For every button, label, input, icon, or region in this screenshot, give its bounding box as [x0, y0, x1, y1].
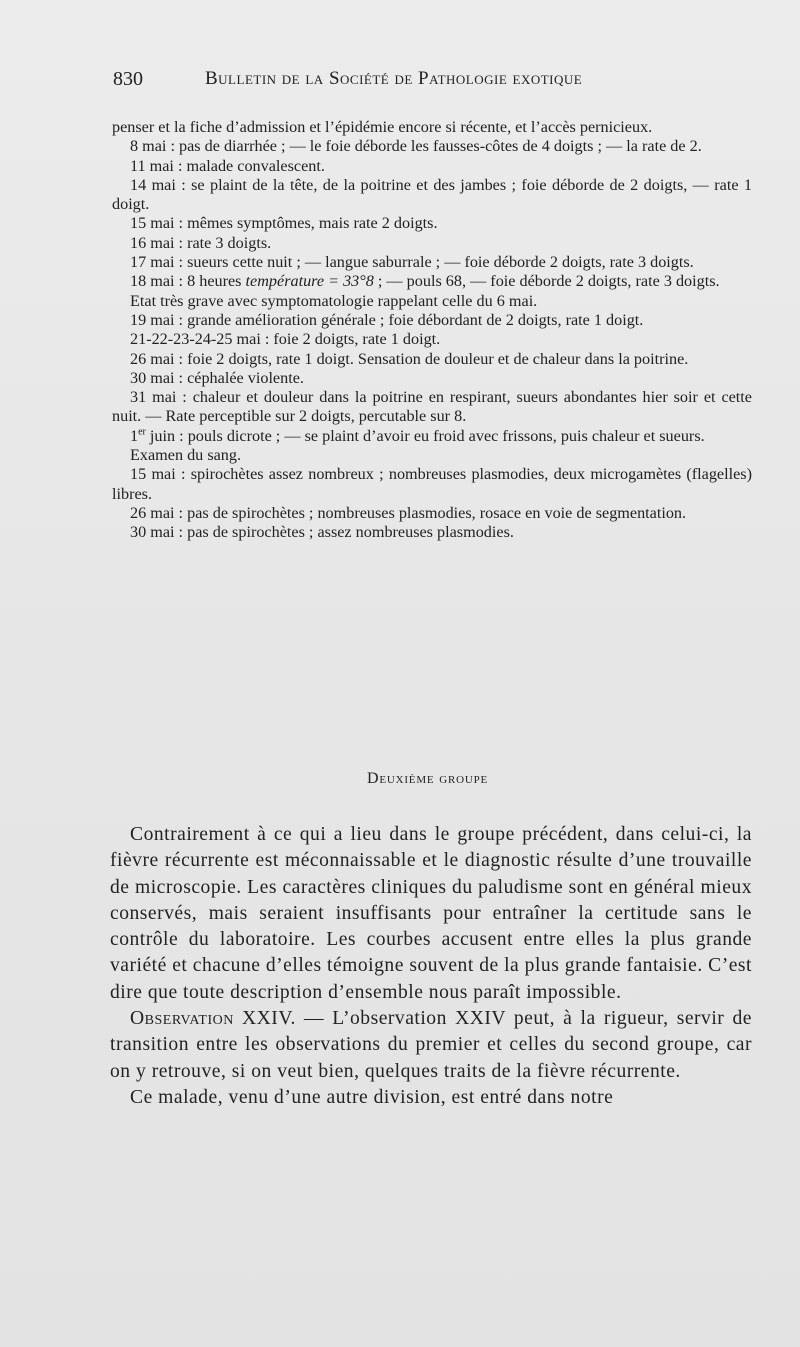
page-header	[113, 68, 673, 98]
entry-11-mai: 11 mai : malade convalescent.	[130, 156, 325, 175]
paragraph-observation	[110, 1006, 752, 1085]
entry-31-mai: 31 mai : chaleur et douleur dans la poitrine en respirant, sueurs abondantes hier soir et cette nuit. — Rate perceptible sur 2 doigts, percutable sur 8.	[112, 388, 752, 426]
entry-19-mai: 19 mai : grande amélioration générale ; foie débordant de 2 doigts, rate 1 doigt.	[130, 310, 644, 329]
temperature-reading: température = 33°8	[245, 272, 374, 291]
entry-1-juin-text: juin : pouls dicrote ; — se plaint d’avoir eu froid avec frissons, puis chaleur et sueurs.	[145, 426, 705, 445]
entry-30-mai: 30 mai : céphalée violente.	[130, 368, 304, 387]
entry-18-mai-end: ; — pouls 68, — foie déborde 2 doigts, rate 3 doigts.	[373, 272, 720, 291]
entry-17-mai: 17 mai : sueurs cette nuit ; — langue saburrale ; — foie déborde 2 doigts, rate 3 doigts.	[130, 253, 694, 272]
blood-15-mai: 15 mai : spirochètes assez nombreux ; nombreuses plasmodies, deux microgamètes (flagelles) libres.	[112, 465, 752, 503]
entry-21-25-mai: 21-22-23-24-25 mai : foie 2 doigts, rate 1 doigt.	[130, 330, 441, 349]
observation-label: Observation XXIV.	[130, 1008, 296, 1030]
entry-1-juin-sup: er	[138, 426, 146, 438]
paragraph-intro: Contrairement à ce qui a lieu dans le groupe précédent, dans celui-ci, la fièvre récurrente est méconnaissable et le diagnostic résulte d’une trouvaille de microscopie. Les caractères cliniques du paludisme sont en général mieux conservés, mais seraient insuffisants pour entraîner la certitude sans le contrôle du laboratoire. Les courbes accusent entre elles la plus grande variété et chacune d’elles témoigne souvent de la plus grande fantaisie. C’est dire que toute description d’ensemble nous paraît impossible.	[110, 824, 752, 1003]
paragraph-patient: Ce malade, venu d’une autre division, est entré dans notre	[130, 1086, 614, 1108]
entry-26-mai: 26 mai : foie 2 doigts, rate 1 doigt. Sensation de douleur et de chaleur dans la poitrine.	[130, 349, 689, 368]
blood-exam-heading: Examen du sang.	[130, 446, 242, 465]
entry-8-mai: 8 mai : pas de diarrhée ; — le foie déborde les fausses-côtes de 4 doigts ; — la rate de 2.	[130, 137, 702, 156]
section-title: Deuxième groupe	[366, 770, 489, 787]
case-notes	[112, 118, 752, 543]
observation-text: — L’observation XXIV peut, à la rigueur, servir de transition entre les observations du premier et celles du second groupe, car on y retrouve, si on veut bien, quelques traits de la fièvre récurrente.	[110, 1008, 752, 1082]
entry-1-juin	[112, 427, 752, 446]
entry-16-mai: 16 mai : rate 3 doigts.	[130, 233, 272, 252]
body-text	[110, 822, 752, 1111]
entry-etat: Etat très grave avec symptomatologie rappelant celle du 6 mai.	[130, 291, 538, 310]
entry-14-mai: 14 mai : se plaint de la tête, de la poitrine et des jambes ; foie déborde de 2 doigts, — rate 1 doigt.	[112, 175, 752, 214]
entry-1-juin-num: 1	[130, 426, 139, 445]
entry-18-mai	[112, 272, 752, 291]
entry-15-mai: 15 mai : mêmes symptômes, mais rate 2 doigts.	[130, 214, 438, 233]
blood-30-mai: 30 mai : pas de spirochètes ; assez nombreuses plasmodies.	[130, 523, 514, 542]
blood-26-mai: 26 mai : pas de spirochètes ; nombreuses plasmodies, rosace en voie de segmentation.	[130, 503, 687, 522]
running-title: Bulletin de la Société de Pathologie exotique	[205, 68, 583, 89]
case-intro: penser et la fiche d’admission et l’épidémie encore si récente, et l’accès pernicieux.	[112, 118, 653, 136]
page-number: 830	[113, 68, 143, 90]
entry-18-mai-start: 18 mai : 8 heures	[130, 272, 246, 291]
